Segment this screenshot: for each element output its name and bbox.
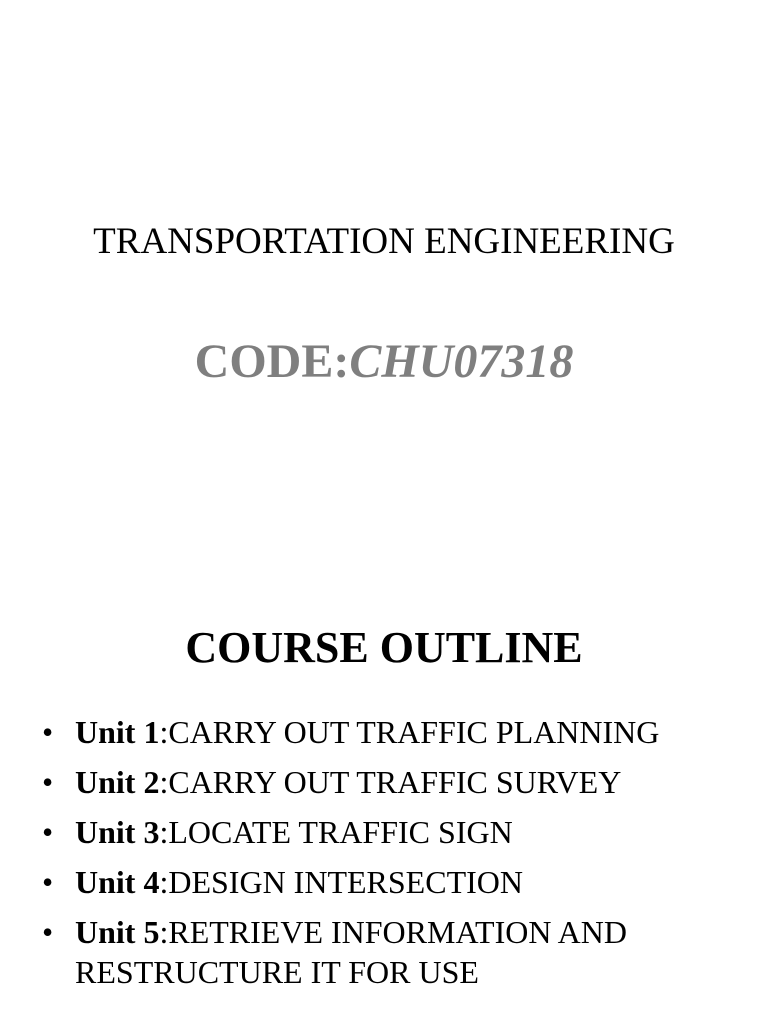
unit-text: :CARRY OUT TRAFFIC PLANNING	[159, 714, 660, 750]
unit-item-1	[42, 712, 742, 752]
bullet-icon: •	[42, 864, 54, 900]
unit-label: Unit 1	[75, 714, 160, 750]
unit-text: :LOCATE TRAFFIC SIGN	[159, 814, 513, 850]
course-code-value: CHU07318	[349, 335, 574, 388]
unit-label: Unit 2	[75, 764, 160, 800]
unit-item-2	[42, 762, 742, 802]
outline-heading: COURSE OUTLINE	[185, 623, 583, 672]
unit-label: Unit 3	[75, 814, 160, 850]
unit-list	[42, 712, 742, 1002]
course-code-prefix: CODE:	[194, 335, 350, 388]
unit-text: :RETRIEVE INFORMATION AND RESTRUCTURE IT FOR USE	[75, 914, 627, 990]
bullet-icon: •	[42, 814, 54, 850]
course-title: TRANSPORTATION ENGINEERING	[93, 221, 675, 262]
unit-text: :DESIGN INTERSECTION	[159, 864, 523, 900]
unit-text: :CARRY OUT TRAFFIC SURVEY	[159, 764, 622, 800]
unit-label: Unit 5	[75, 914, 160, 950]
unit-item-5	[42, 912, 742, 992]
unit-item-3	[42, 812, 742, 852]
bullet-icon: •	[42, 914, 54, 950]
course-code	[0, 334, 768, 390]
bullet-icon: •	[42, 714, 54, 750]
bullet-icon: •	[42, 764, 54, 800]
unit-label: Unit 4	[75, 864, 160, 900]
unit-item-4	[42, 862, 742, 902]
